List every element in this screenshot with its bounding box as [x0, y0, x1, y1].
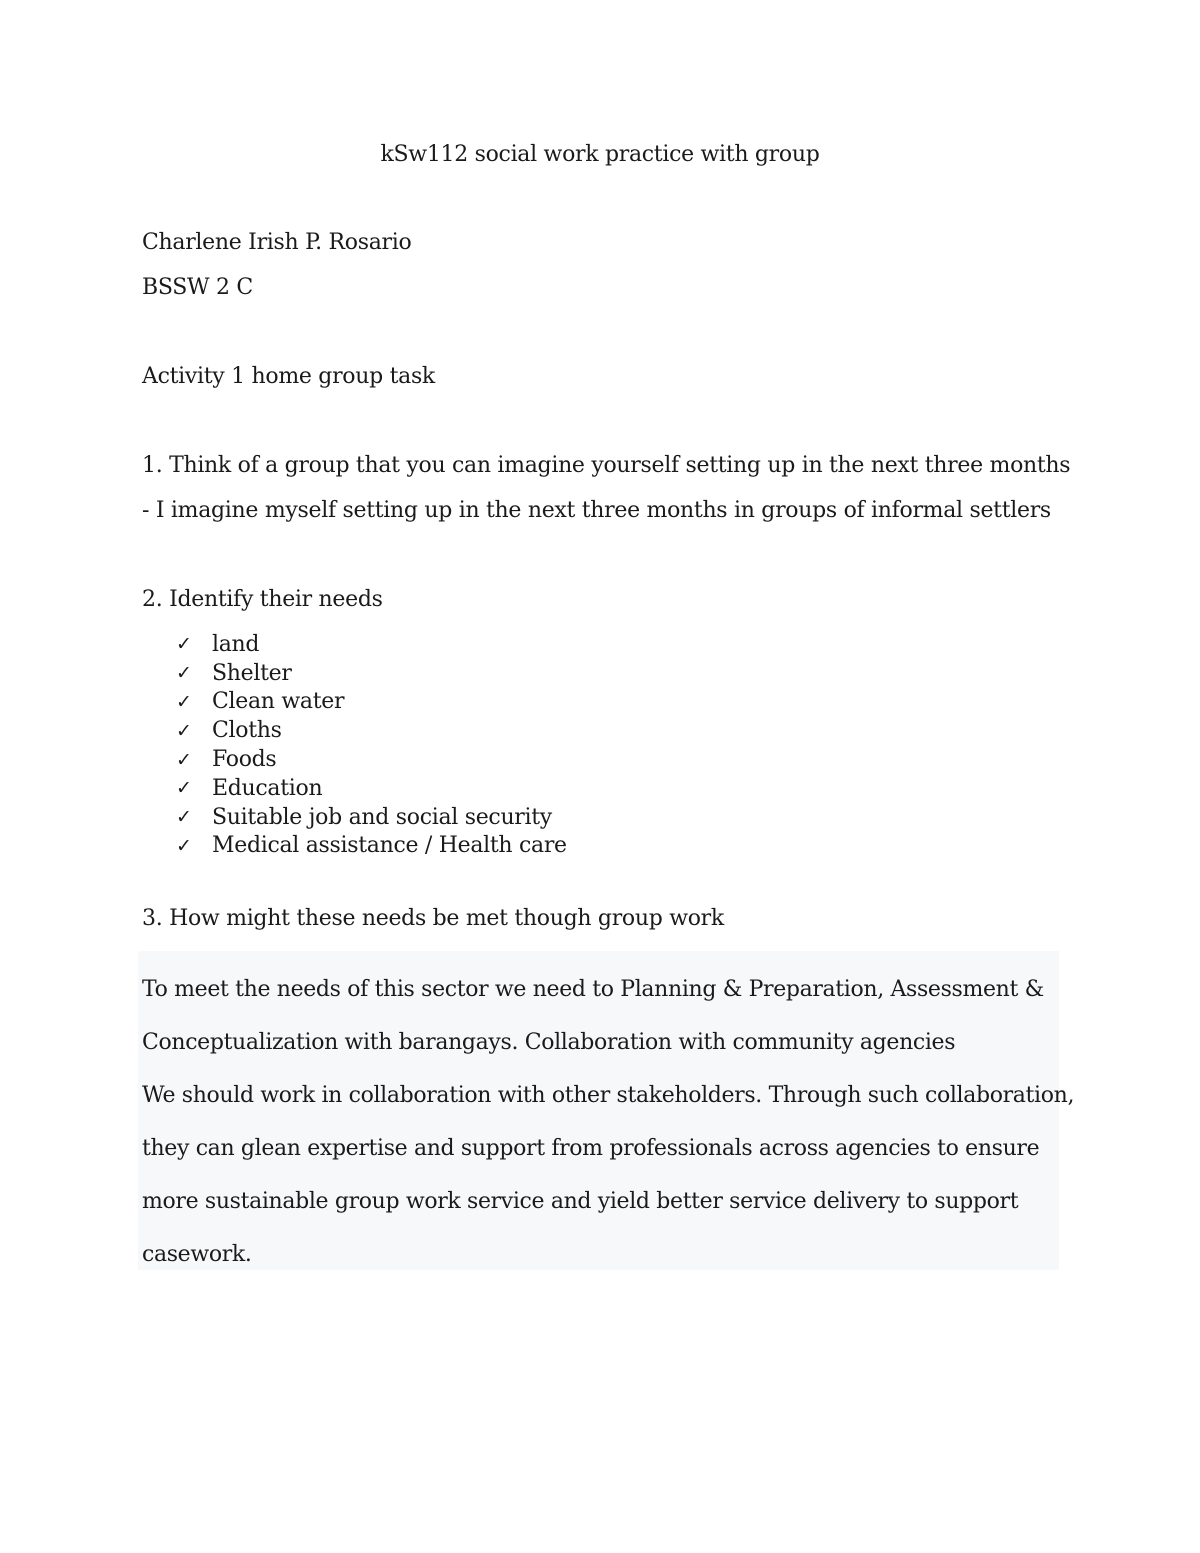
answer-3-line: they can glean expertise and support from professionals across agencies to ensure: [142, 1136, 1040, 1161]
answer-3-line: We should work in collaboration with other stakeholders. Through such collaboration,: [142, 1083, 1075, 1108]
need-label: Clean water: [212, 689, 345, 715]
answer-1: - I imagine myself setting up in the next three months in groups of informal settlers: [142, 498, 1051, 523]
checkmark-icon: ✓: [176, 633, 192, 656]
list-item: [176, 630, 567, 659]
answer-3-line: Conceptualization with barangays. Collaboration with community agencies: [142, 1030, 956, 1055]
question-1: 1. Think of a group that you can imagine yourself setting up in the next three months: [142, 453, 1071, 478]
list-item: [176, 688, 567, 717]
checkmark-icon: ✓: [176, 662, 192, 685]
need-label: Education: [212, 775, 323, 801]
checkmark-icon: ✓: [176, 834, 192, 857]
need-label: Shelter: [212, 660, 292, 686]
list-item: [176, 832, 567, 861]
checkmark-icon: ✓: [176, 748, 192, 771]
list-item: [176, 659, 567, 688]
list-item: [176, 745, 567, 774]
checkmark-icon: ✓: [176, 806, 192, 829]
question-2: 2. Identify their needs: [142, 587, 383, 612]
needs-list: [176, 630, 567, 860]
section: BSSW 2 C: [142, 275, 253, 300]
checkmark-icon: ✓: [176, 719, 192, 742]
need-label: Cloths: [212, 718, 282, 744]
need-label: Medical assistance / Health care: [212, 833, 567, 859]
checkmark-icon: ✓: [176, 690, 192, 713]
student-name: Charlene Irish P. Rosario: [142, 230, 412, 255]
need-label: land: [212, 631, 260, 657]
list-item: [176, 803, 567, 832]
answer-3-line: more sustainable group work service and yield better service delivery to support: [142, 1189, 1019, 1214]
question-3: 3. How might these needs be met though group work: [142, 906, 724, 931]
list-item: [176, 716, 567, 745]
document-title: kSw112 social work practice with group: [380, 142, 820, 167]
checkmark-icon: ✓: [176, 777, 192, 800]
activity-heading: Activity 1 home group task: [142, 364, 435, 389]
answer-3-line: To meet the needs of this sector we need to Planning & Preparation, Assessment &: [142, 977, 1044, 1002]
list-item: [176, 774, 567, 803]
need-label: Suitable job and social security: [212, 804, 552, 830]
answer-3-line: casework.: [142, 1242, 252, 1267]
need-label: Foods: [212, 747, 277, 773]
